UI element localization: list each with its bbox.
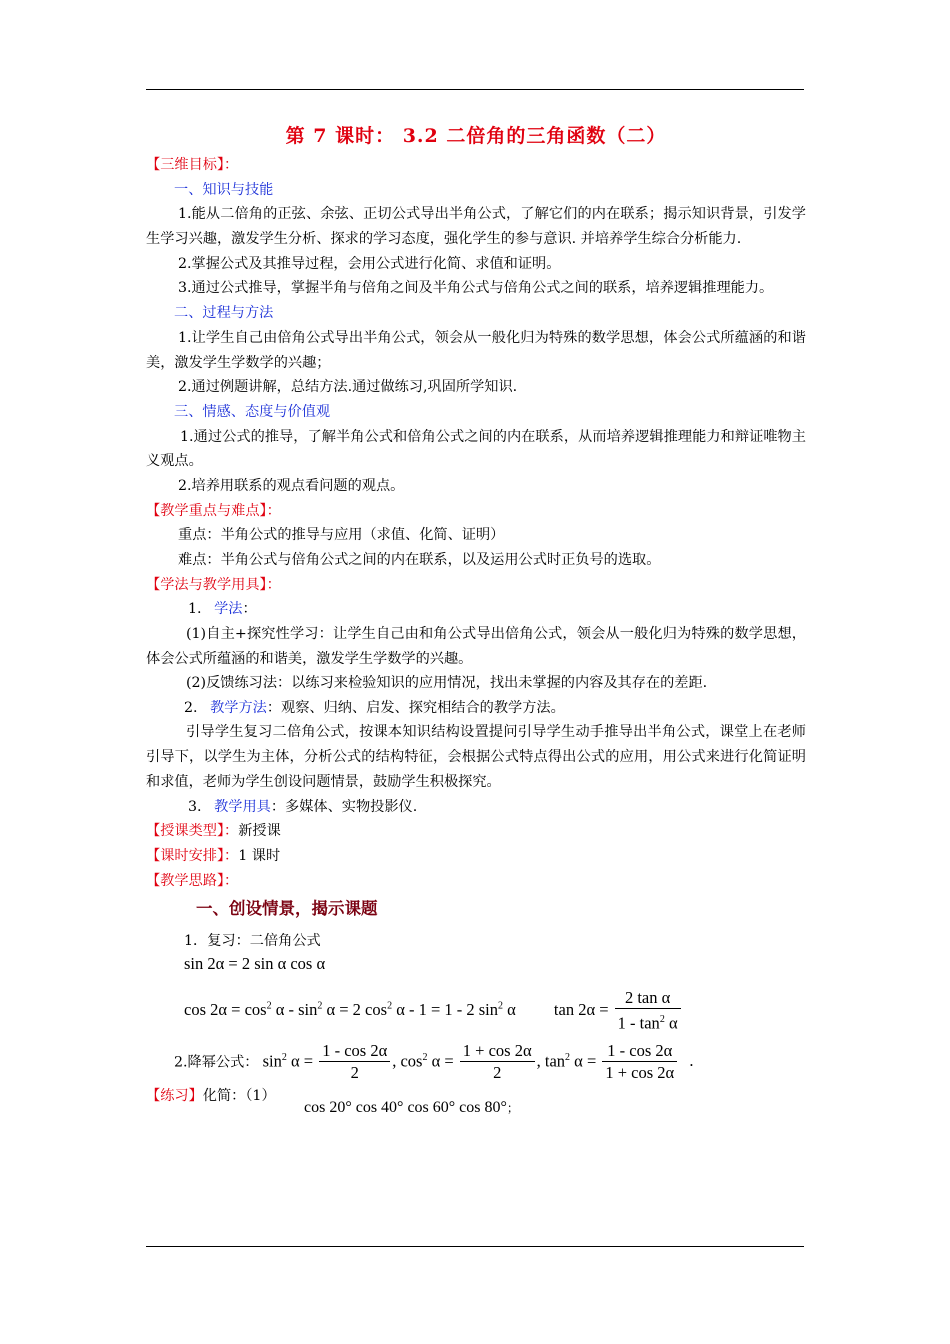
red-cos-num: 1 + cos 2α [460, 1041, 535, 1062]
emotion-heading: 三、情感、态度与价值观 [174, 403, 331, 420]
tan-den-text: 1 - tan [617, 1013, 660, 1033]
formula-reduction [146, 1032, 806, 1084]
exercise-formula-text: cos 20° cos 40° cos 60° cos 80° [304, 1098, 507, 1116]
square-exp: 2 [422, 1051, 428, 1063]
lesson-title: 第 7 课时： 3.2 二倍角的三角函数（二） [285, 125, 667, 147]
square-exp: 2 [659, 1014, 665, 1026]
method-1-number: 1. [188, 601, 202, 618]
difficult-point: 难点：半角公式与倍角公式之间的内在联系，以及运用公式时正负号的选取。 [178, 551, 661, 568]
cos-part-1: cos 2α = cos [184, 1000, 267, 1020]
tan-left: tan 2α = [553, 1000, 609, 1020]
tan-numerator: 2 tan α [615, 988, 681, 1009]
red-cos-left: , cos [392, 1051, 423, 1071]
exercise [146, 1084, 806, 1124]
cos-part-5: α [503, 1000, 516, 1020]
square-exp: 2 [387, 1000, 393, 1012]
tan-den-end: α [664, 1013, 678, 1033]
red-sin-fraction [319, 1041, 390, 1084]
method-1-label: 学法 [214, 601, 243, 618]
method-2-number: 2. [184, 699, 198, 716]
header-rule [146, 89, 804, 90]
red-tan-num: 1 - cos 2α [602, 1041, 677, 1062]
lesson-time-value: 1 课时 [238, 848, 281, 865]
red-alpha: α = [570, 1051, 597, 1071]
exercise-end: ； [506, 1100, 519, 1115]
red-sin-den: 2 [350, 1063, 359, 1083]
footer-rule [146, 1246, 804, 1247]
lesson-time-tag: 【课时安排】： [146, 848, 239, 865]
square-exp: 2 [281, 1051, 287, 1063]
knowledge-item-2: 2.掌握公式及其推导过程，会用公式进行化简、求值和证明。 [178, 255, 561, 272]
lesson-time [146, 844, 806, 869]
formula-cos-tan-double [146, 984, 806, 1033]
square-exp: 2 [317, 1000, 323, 1012]
method-1-heading [146, 597, 806, 622]
formula-sin-double [146, 954, 806, 984]
red-end: . [689, 1051, 694, 1071]
lesson-type-tag: 【授课类型】： [146, 823, 239, 840]
red-sin-num: 1 - cos 2α [319, 1041, 390, 1062]
emotion-item-2: 2.培养用联系的观点看问题的观点。 [178, 478, 405, 495]
cos-part-2: α - sin [271, 1000, 318, 1020]
red-cos-fraction [460, 1041, 535, 1084]
method-2-text: ：观察、归纳、启发、探究相结合的教学方法。 [266, 699, 565, 716]
exercise-text: 化简：（1） [202, 1087, 276, 1104]
lesson-type [146, 819, 806, 844]
method-2-label: 教学方法 [210, 699, 267, 716]
square-exp: 2 [565, 1051, 571, 1063]
method-1b: (2)反馈练习法：以练习来检验知识的应用情况，找出未掌握的内容及其存在的差距. [186, 675, 708, 692]
cos-double-formula [184, 1000, 520, 1019]
exercise-tag: 【练习】 [146, 1087, 203, 1104]
knowledge-heading: 一、知识与技能 [174, 181, 274, 198]
process-heading: 二、过程与方法 [174, 305, 274, 322]
method-1a: (1)自主+探究性学习：让学生自己由和角公式导出倍角公式，领会从一般化归为特殊的数学思想，体会公式所蕴涵的和谐美，激发学生学数学的兴趣。 [146, 625, 806, 667]
square-exp: 2 [266, 1000, 272, 1012]
cos-part-3: α = 2 cos [322, 1000, 388, 1020]
knowledge-item-1: 1.能从二倍角的正弦、余弦、正切公式导出半角公式，了解它们的内在联系；揭示知识背景，引发学生学习兴趣，激发学生分析、探求的学习态度，强化学生的参与意识. 并培养学生综合分析能力. [146, 206, 806, 247]
tan-fraction [615, 988, 681, 1035]
square-exp: 2 [498, 1000, 504, 1012]
cos-part-4: α - 1 = 1 - 2 sin [392, 1000, 499, 1020]
reduction-label: 2.降幂公式： [174, 1054, 259, 1071]
goals-tag: 【三维目标】： [146, 157, 239, 173]
document-page [146, 121, 806, 1124]
red-alpha: α = [286, 1051, 314, 1071]
section-heading: 一、创设情景，揭示课题 [196, 899, 378, 919]
knowledge-item-3: 3.通过公式推导，掌握半角与倍角之间及半角公式与倍角公式之间的联系，培养逻辑推理能力。 [178, 280, 774, 297]
process-item-1: 1.让学生自己由倍角公式导出半角公式，领会从一般化归为特殊的数学思想，体会公式所蕴涵的和谐美，激发学生学数学的兴趣； [146, 329, 806, 371]
process-item-2: 2.通过例题讲解，总结方法.通过做练习,巩固所学知识. [178, 379, 518, 396]
methods-tag: 【学法与教学用具】： [146, 576, 281, 593]
exercise-formula [304, 1096, 519, 1121]
method-3-number: 3. [188, 798, 202, 815]
red-cos-den: 2 [493, 1063, 502, 1083]
review-label: 1．复习：二倍角公式 [184, 933, 321, 950]
emotion-item-1: 1.通过公式的推导，了解半角公式和倍角公式之间的内在联系，从而培养逻辑推理能力和辩证唯物主义观点。 [146, 428, 806, 470]
red-sin-left: sin [262, 1051, 282, 1071]
tan-double-formula [553, 988, 683, 1033]
key-point: 重点：半角公式的推导与应用（求值、化简、证明） [178, 527, 505, 544]
teaching-idea-tag: 【教学思路】： [146, 872, 239, 889]
lesson-type-value: 新授课 [238, 823, 281, 840]
method-2-heading [146, 696, 806, 721]
method-3-heading [146, 795, 806, 820]
method-2-paragraph: 引导学生复习二倍角公式，按课本知识结构设置提问引导学生动手推导出半角公式，课堂上在老师引导下，以学生为主体，分析公式的结构特征，会根据公式特点得出公式的应用，用公式来进行化简证明和求值，老师为学生创设问题情景，鼓励学生积极探究。 [146, 724, 806, 791]
keypoints-tag: 【教学重点与难点】： [146, 502, 281, 519]
red-alpha: α = [427, 1051, 454, 1071]
sin-double-formula: sin 2α = 2 sin α cos α [184, 953, 326, 973]
red-tan-den: 1 + cos 2α [605, 1063, 675, 1083]
method-3-text: ：多媒体、实物投影仪. [270, 798, 418, 815]
method-1-colon: ： [242, 601, 257, 618]
method-3-label: 教学用具 [214, 798, 271, 815]
red-tan-left: , tan [536, 1051, 566, 1071]
red-tan-fraction [602, 1041, 677, 1084]
